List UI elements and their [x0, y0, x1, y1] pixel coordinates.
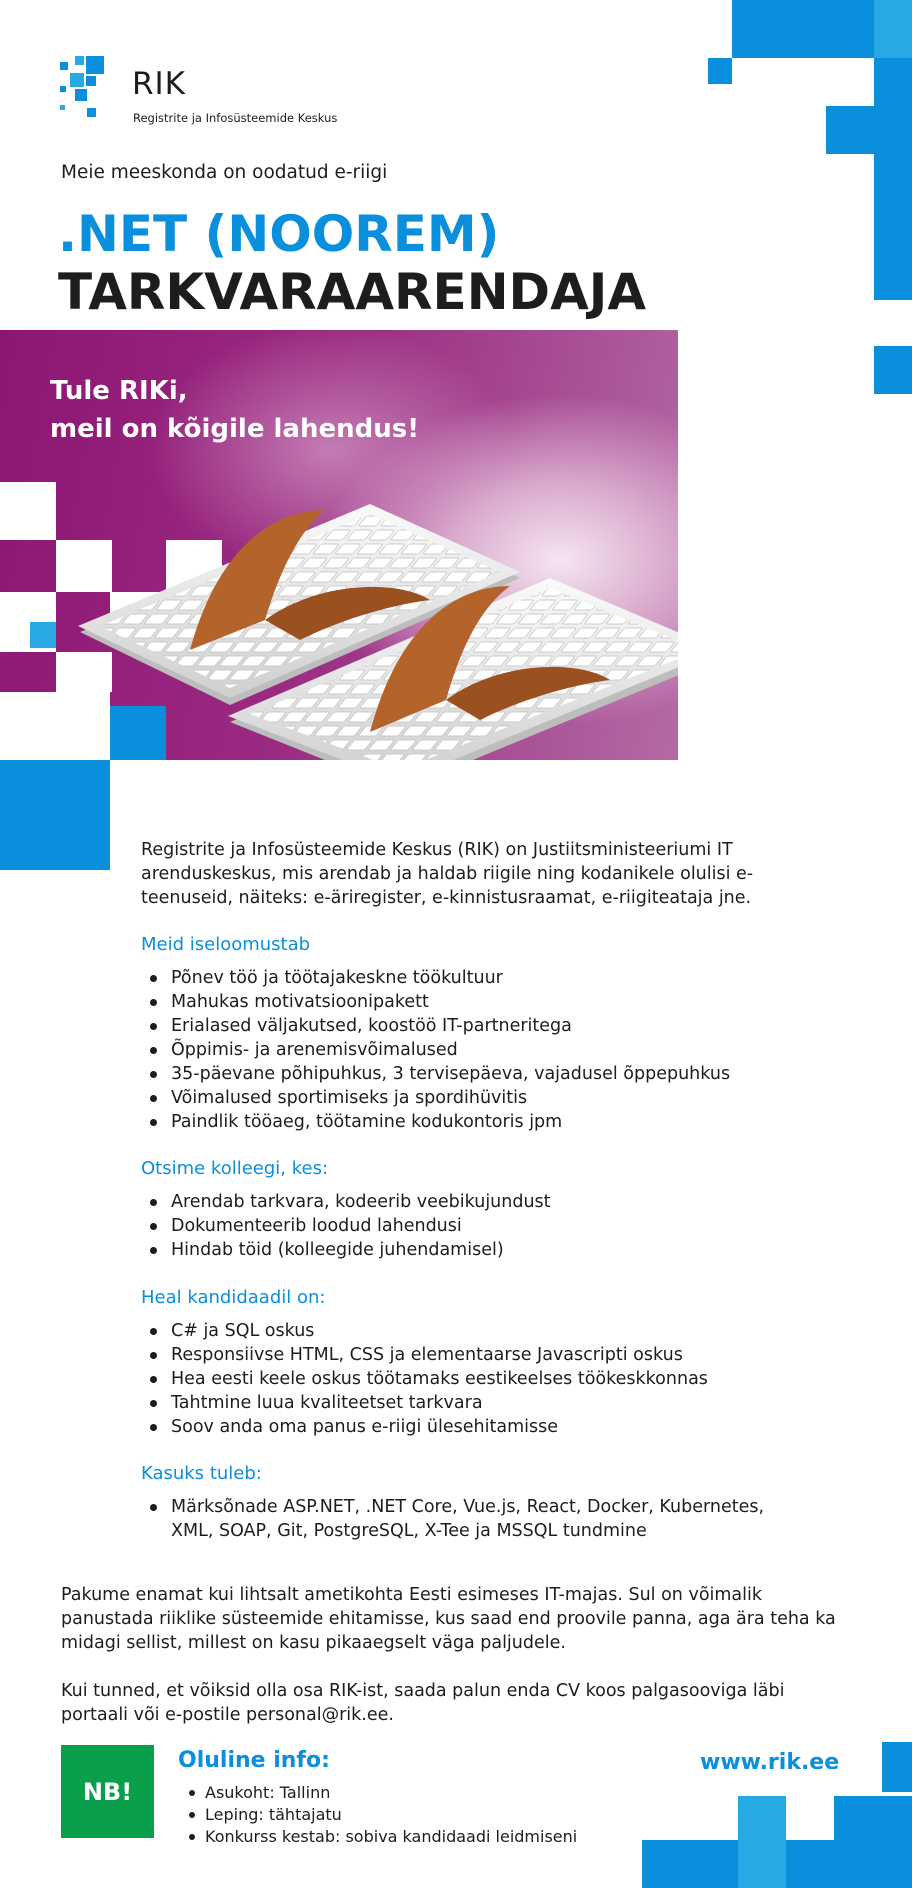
deco-square	[882, 1742, 912, 1792]
list-item: Õppimis- ja arenemisvõimalused	[141, 1038, 801, 1062]
hero-tagline	[50, 372, 419, 448]
logo-wordmark: RIK	[132, 66, 187, 102]
rik-logo-icon	[60, 56, 124, 120]
job-title-line2: TARKVARAARENDAJA	[58, 263, 647, 321]
nb-badge: NB!	[61, 1745, 154, 1838]
list-item: Leping: tähtajatu	[178, 1804, 598, 1826]
intro-text: Meie meeskonda on oodatud e-riigi	[61, 162, 388, 183]
deco-square	[874, 346, 912, 394]
list-item: Mahukas motivatsioonipakett	[141, 990, 801, 1014]
info-title: Oluline info:	[178, 1748, 330, 1773]
deco-square	[30, 622, 56, 648]
list-item: Soov anda oma panus e-riigi ülesehitamisse	[141, 1415, 801, 1439]
list-item: Dokumenteerib loodud lahendusi	[141, 1214, 801, 1238]
list-item: Erialased väljakutsed, koostöö IT-partneritega	[141, 1014, 801, 1038]
deco-square	[874, 0, 912, 58]
benefits-list	[141, 966, 801, 1134]
info-list	[178, 1782, 598, 1848]
list-item: Paindlik tööaeg, töötamine kodukontoris jpm	[141, 1110, 801, 1134]
deco-square	[738, 1796, 786, 1840]
section-heading: Kasuks tuleb:	[141, 1463, 262, 1484]
list-item: Tahtmine luua kvaliteetset tarkvara	[141, 1391, 801, 1415]
deco-square	[0, 760, 110, 870]
deco-square	[0, 482, 56, 540]
deco-square	[874, 58, 912, 106]
advantages-list	[141, 1495, 801, 1543]
list-item: Konkurss kestab: sobiva kandidaadi leidmiseni	[178, 1826, 598, 1848]
requirements-list	[141, 1319, 801, 1439]
section-heading: Heal kandidaadil on:	[141, 1287, 326, 1308]
website-link[interactable]: www.rik.ee	[700, 1750, 840, 1775]
list-item: C# ja SQL oskus	[141, 1319, 801, 1343]
deco-square	[110, 706, 166, 760]
list-item: Hea eesti keele oskus töötamaks eestikeelses töökeskkonnas	[141, 1367, 801, 1391]
hero-banner	[0, 330, 678, 760]
deco-square	[826, 106, 912, 154]
section-heading: Otsime kolleegi, kes:	[141, 1158, 329, 1179]
list-item: 35-päevane põhipuhkus, 3 tervisepäeva, vajadusel õppepuhkus	[141, 1062, 801, 1086]
duties-list	[141, 1190, 801, 1262]
deco-square	[708, 58, 732, 84]
list-item: Märksõnade ASP.NET, .NET Core, Vue.js, React, Docker, Kubernetes, XML, SOAP, Git, PostgreSQL, X-Tee ja MSSQL tundmine	[141, 1495, 801, 1543]
list-item: Põnev töö ja töötajakeskne töökultuur	[141, 966, 801, 990]
job-title-line1: .NET (NOOREM)	[58, 205, 500, 263]
list-item: Arendab tarkvara, kodeerib veebikujundust	[141, 1190, 801, 1214]
list-item: Responsiivse HTML, CSS ja elementaarse Javascripti oskus	[141, 1343, 801, 1367]
offer-paragraph: Pakume enamat kui lihtsalt ametikohta Eesti esimeses IT-majas. Sul on võimalik panustada riiklike süsteemide ehitamisse, kus saad end proovile panna, aga ära teha ka midagi sellist, millest on kasu pikaaegselt väga paljudele.	[61, 1585, 836, 1653]
apply-paragraph: Kui tunned, et võiksid olla osa RIK-ist, saada palun enda CV koos palgasooviga läbi portaali või e-postile personal@rik.ee.	[61, 1681, 785, 1725]
company-description: Registrite ja Infosüsteemide Keskus (RIK) on Justiitsministeeriumi IT arenduskeskus, mis arendab ja haldab riigile ning kodanikele olulisi e-teenuseid, näiteks: e-äriregister, e-kinnistusraamat, e-riigiteataja jne.	[141, 840, 754, 908]
list-item: Asukoht: Tallinn	[178, 1782, 598, 1804]
deco-square	[738, 1840, 786, 1888]
deco-square	[834, 1796, 912, 1840]
rik-logo	[60, 56, 360, 126]
deco-square	[874, 154, 912, 300]
hero-tagline-line2: meil on kõigile lahendus!	[50, 414, 420, 444]
list-item: Hindab töid (kolleegide juhendamisel)	[141, 1238, 801, 1262]
logo-subtitle: Registrite ja Infosüsteemide Keskus	[133, 111, 338, 125]
hero-tagline-line1: Tule RIKi,	[50, 376, 188, 406]
section-heading: Meid iseloomustab	[141, 934, 311, 955]
list-item: Võimalused sportimiseks ja spordihüvitis	[141, 1086, 801, 1110]
